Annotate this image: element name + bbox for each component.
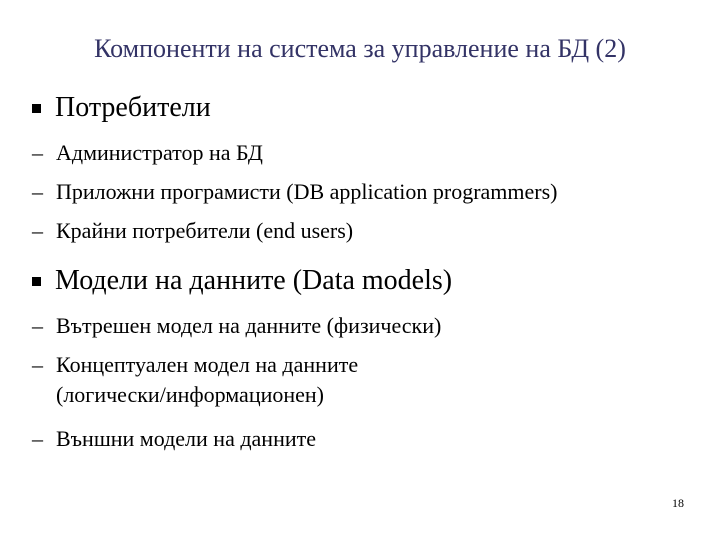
bullet-heading: Модели на данните (Data models) xyxy=(55,265,453,296)
sub-item-text: Външни модели на данните xyxy=(56,426,317,451)
dash-bullet: – xyxy=(32,218,43,243)
square-bullet-icon xyxy=(32,277,41,286)
dash-bullet: – xyxy=(32,352,43,377)
page-number: 18 xyxy=(672,496,684,510)
sub-item-text: Администратор на БД xyxy=(56,140,263,165)
sub-item-text: Вътрешен модел на данните (физически) xyxy=(56,313,442,338)
slide-title: Компоненти на система за управление на БД (2) xyxy=(94,34,626,63)
dash-bullet: – xyxy=(32,426,43,451)
dash-bullet: – xyxy=(32,140,43,165)
dash-bullet: – xyxy=(32,313,43,338)
sub-item-text: Приложни програмисти (DB application programmers) xyxy=(56,179,558,204)
sub-item-text: Концептуален модел на данните xyxy=(56,352,359,377)
dash-bullet: – xyxy=(32,179,43,204)
sub-item-text: (логически/информационен) xyxy=(56,382,325,407)
bullet-heading: Потребители xyxy=(55,92,211,123)
square-bullet-icon xyxy=(32,104,41,113)
sub-item-text: Крайни потребители (end users) xyxy=(56,218,354,243)
